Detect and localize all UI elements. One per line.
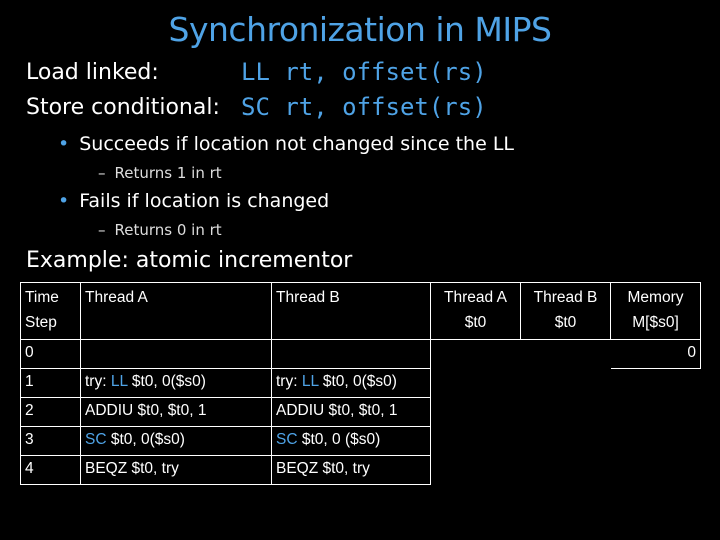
cell-thread-a-t0 [431, 398, 521, 427]
header-thread-a: Thread A [81, 283, 272, 340]
header-memory: Memory M[$s0] [611, 283, 701, 340]
cell-memory [611, 398, 701, 427]
cell-thread-b: SC $t0, 0 ($s0) [272, 427, 431, 456]
cell-thread-a-t0 [431, 340, 521, 369]
header-thread-b-t0: Thread B $t0 [521, 283, 611, 340]
cell-thread-a-t0 [431, 369, 521, 398]
cell-thread-a [81, 340, 272, 369]
cell-thread-b: BEQZ $t0, try [272, 456, 431, 485]
store-conditional-label: Store conditional: [26, 95, 220, 120]
cell-thread-a: SC $t0, 0($s0) [81, 427, 272, 456]
cell-thread-b [272, 340, 431, 369]
slide-title: Synchronization in MIPS [168, 10, 552, 49]
cell-thread-b: ADDIU $t0, $t0, 1 [272, 398, 431, 427]
cell-memory [611, 369, 701, 398]
cell-memory [611, 456, 701, 485]
bullet-succeeds [58, 133, 514, 155]
table-row [21, 369, 701, 398]
cell-thread-b-t0 [521, 398, 611, 427]
cell-thread-a: try: LL $t0, 0($s0) [81, 369, 272, 398]
sub-bullet-text: Returns 1 in rt [114, 164, 222, 182]
table-row [21, 456, 701, 485]
sub-bullet-text: Returns 0 in rt [114, 221, 222, 239]
cell-thread-a: ADDIU $t0, $t0, 1 [81, 398, 272, 427]
store-conditional-code: SC rt, offset(rs) [241, 93, 487, 121]
dash-icon: – [98, 221, 106, 239]
load-linked-label: Load linked: [26, 60, 159, 85]
load-linked-line [26, 58, 487, 86]
cell-thread-a: BEQZ $t0, try [81, 456, 272, 485]
dash-icon: – [98, 164, 106, 182]
cell-thread-b-t0 [521, 456, 611, 485]
header-thread-b: Thread B [272, 283, 431, 340]
cell-step: 4 [21, 456, 81, 485]
cell-thread-b-t0 [521, 427, 611, 456]
table-row [21, 427, 701, 456]
cell-thread-b-t0 [521, 369, 611, 398]
cell-step: 0 [21, 340, 81, 369]
cell-memory [611, 427, 701, 456]
store-conditional-line [26, 93, 487, 121]
example-heading: Example: atomic incrementor [26, 248, 353, 273]
load-linked-code: LL rt, offset(rs) [241, 58, 487, 86]
cell-memory: 0 [611, 340, 701, 369]
cell-step: 2 [21, 398, 81, 427]
cell-thread-a-t0 [431, 456, 521, 485]
table-header-row [21, 283, 701, 340]
sub-bullet-returns-0 [98, 221, 222, 239]
cell-step: 1 [21, 369, 81, 398]
bullet-text: Succeeds if location not changed since the LL [79, 133, 514, 155]
cell-thread-a-t0 [431, 427, 521, 456]
header-thread-a-t0: Thread A $t0 [431, 283, 521, 340]
sub-bullet-returns-1 [98, 164, 222, 182]
bullet-dot-icon: • [58, 133, 70, 155]
header-time-step: Time Step [21, 283, 81, 340]
cell-step: 3 [21, 427, 81, 456]
bullet-dot-icon: • [58, 190, 70, 212]
cell-thread-b: try: LL $t0, 0($s0) [272, 369, 431, 398]
bullet-text: Fails if location is changed [79, 190, 330, 212]
incrementor-table [20, 282, 701, 485]
cell-thread-b-t0 [521, 340, 611, 369]
bullet-fails [58, 190, 329, 212]
table-row [21, 398, 701, 427]
table-row [21, 340, 701, 369]
